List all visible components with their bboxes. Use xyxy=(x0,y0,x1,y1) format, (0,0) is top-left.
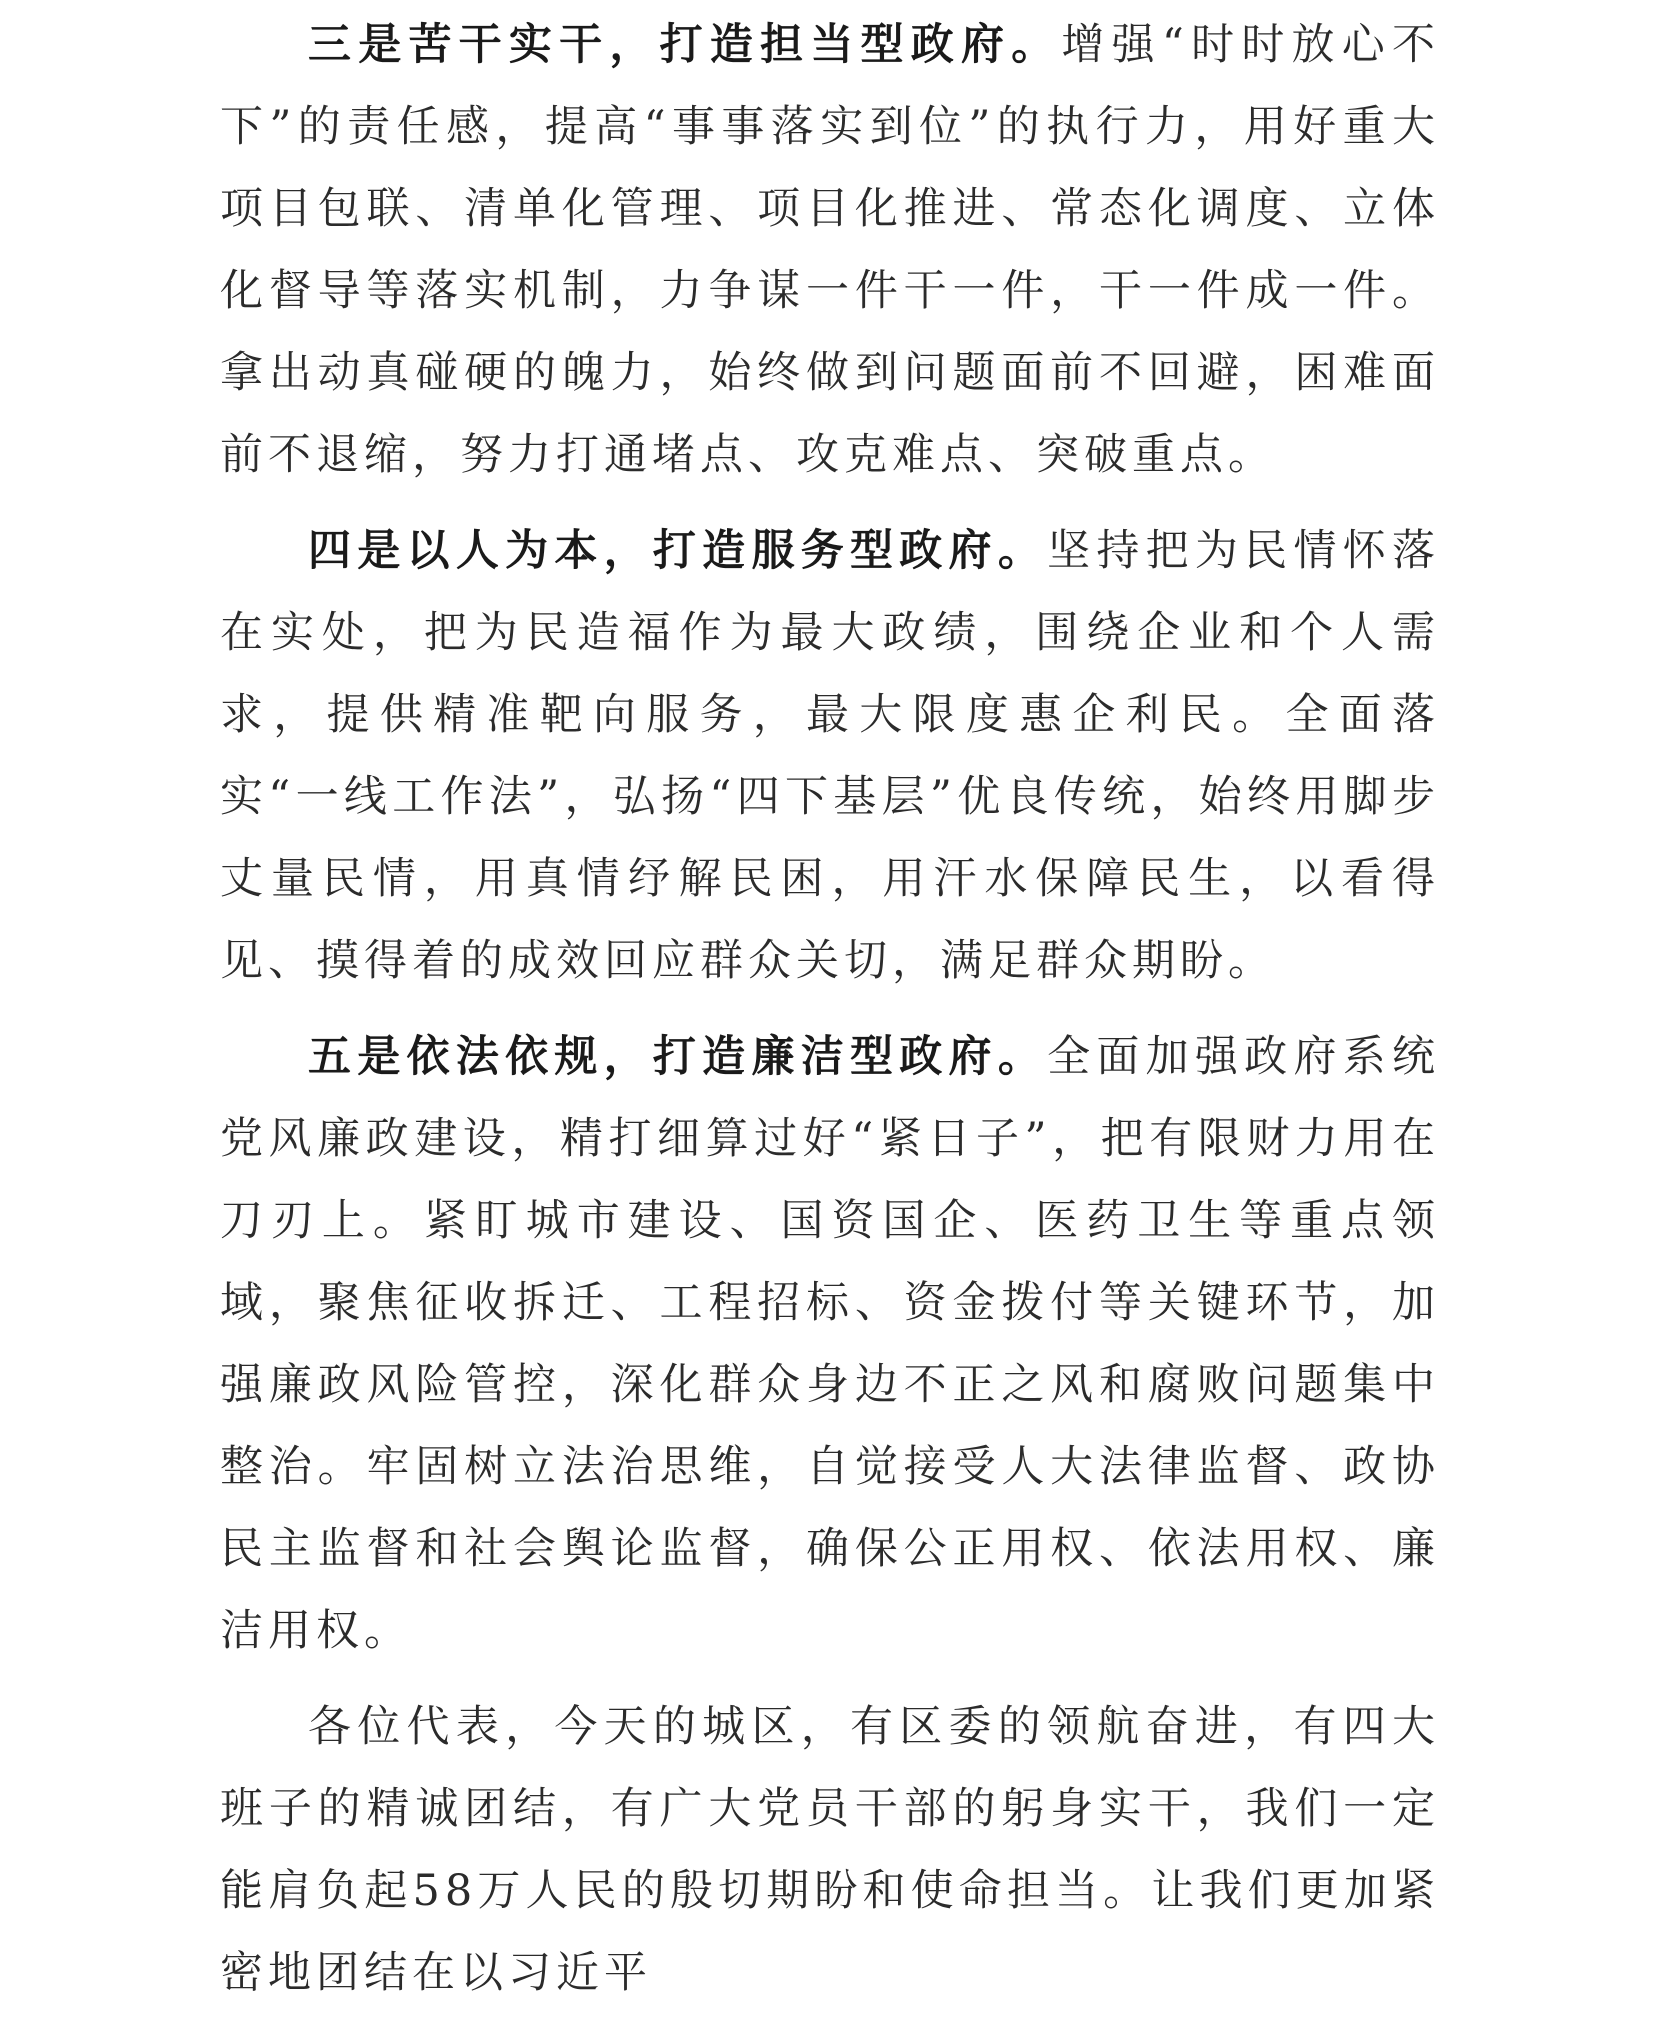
paragraph-text: 坚持把为民情怀落在实处，把为民造福作为最大政绩，围绕企业和个人需求，提供精准靶向服务，最大限度惠企利民。全面落实“一线工作法”，弘扬“四下基层”优良传统，始终用脚步丈量民情，用真情纾解民困，用汗水保障民生，以看得见、摸得着的成效回应群众关切，满足群众期盼。 xyxy=(220,526,1441,986)
paragraph-heading: 四是以人为本，打造服务型政府。 xyxy=(308,526,1048,576)
paragraph-heading: 三是苦干实干，打造担当型政府。 xyxy=(308,20,1062,70)
document-body xyxy=(220,4,1440,2028)
paragraph-heading: 五是依法依规，打造廉洁型政府。 xyxy=(308,1032,1048,1082)
paragraph-text: 各位代表，今天的城区，有区委的领航奋进，有四大班子的精诚团结，有广大党员干部的躬身实干，我们一定能肩负起58万人民的殷切期盼和使命担当。让我们更加紧密地团结在以习近平 xyxy=(220,1702,1440,1998)
paragraph-accountable-government xyxy=(220,4,1440,496)
paragraph-closing xyxy=(220,1686,1440,2014)
paragraph-service-government xyxy=(220,510,1440,1002)
paragraph-clean-government xyxy=(220,1016,1440,1672)
paragraph-text: 全面加强政府系统党风廉政建设，精打细算过好“紧日子”，把有限财力用在刀刃上。紧盯城市建设、国资国企、医药卫生等重点领域，聚焦征收拆迁、工程招标、资金拨付等关键环节，加强廉政风险管控，深化群众身边不正之风和腐败问题集中整治。牢固树立法治思维，自觉接受人大法律监督、政协民主监督和社会舆论监督，确保公正用权、依法用权、廉洁用权。 xyxy=(220,1032,1441,1656)
paragraph-text: 增强“时时放心不下”的责任感，提高“事事落实到位”的执行力，用好重大项目包联、清单化管理、项目化推进、常态化调度、立体化督导等落实机制，力争谋一件干一件，干一件成一件。拿出动真碰硬的魄力，始终做到问题面前不回避，困难面前不退缩，努力打通堵点、攻克难点、突破重点。 xyxy=(220,20,1441,480)
